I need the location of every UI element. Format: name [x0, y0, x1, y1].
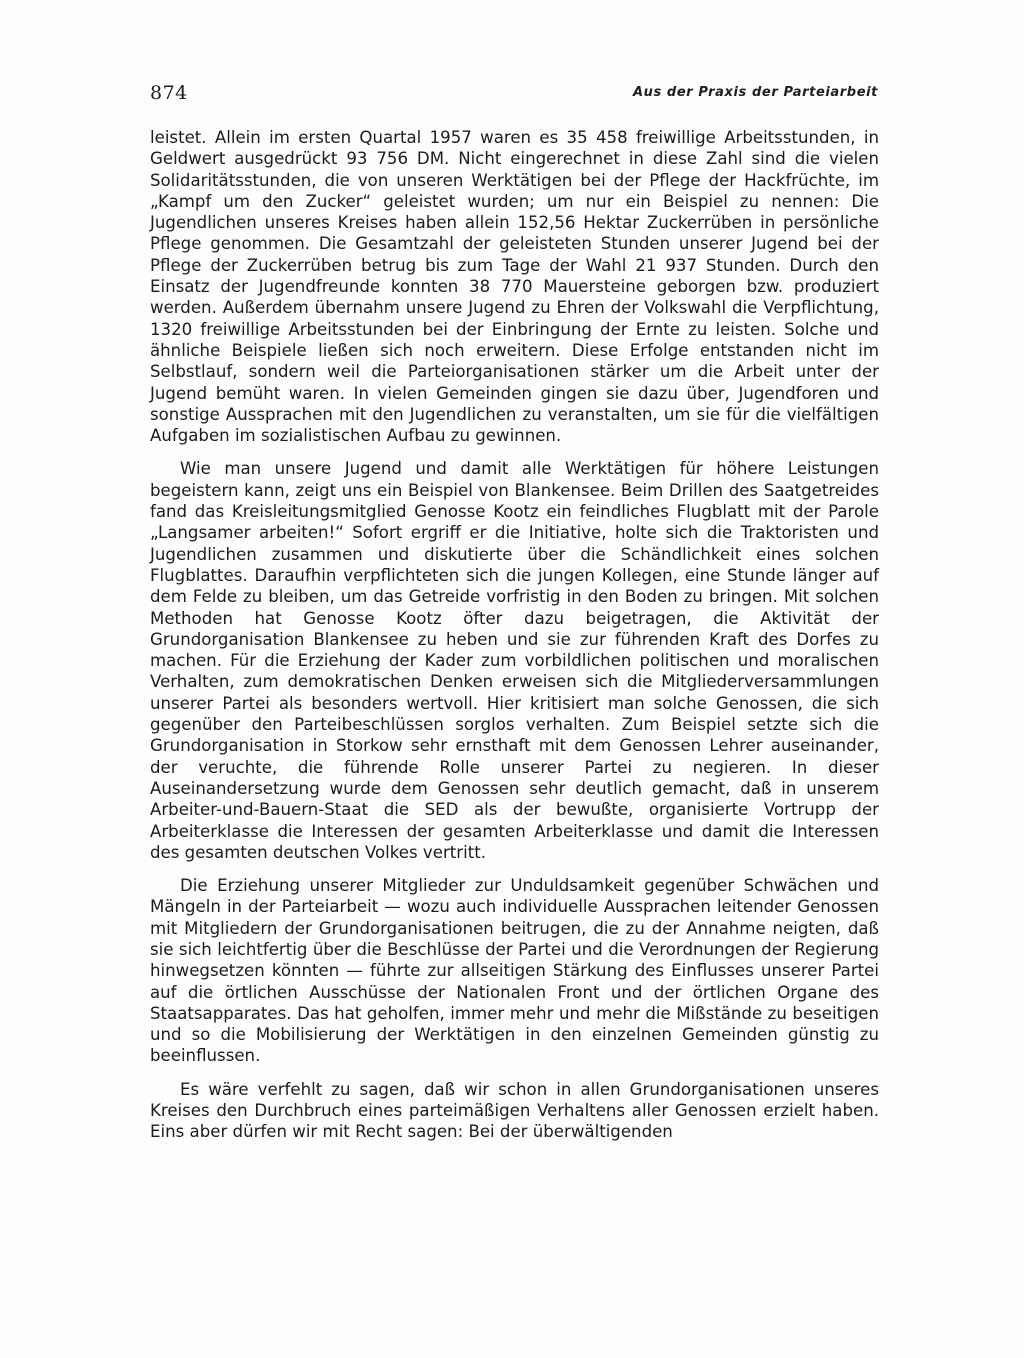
- page-number: 874: [150, 82, 188, 104]
- body-text: [150, 127, 879, 1143]
- running-head: Aus der Praxis der Parteiarbeit: [632, 85, 878, 100]
- paragraph-continuation: leistet. Allein im ersten Quartal 1957 waren es 35 458 freiwillige Arbeitsstunden, in Geldwert ausgedrückt 93 756 DM. Nicht eingerechnet in diese Zahl sind die vielen Solidaritätsstunden, die von unseren Werktätigen bei der Pflege der Hackfrüchte, im „Kampf um den Zucker“ geleistet wurden; um nur ein Beispiel zu nennen: Die Jugendlichen unseres Kreises haben allein 152,56 Hektar Zuckerrüben in persönliche Pflege genommen. Die Gesamtzahl der geleisteten Stunden unserer Jugend bei der Pflege der Zuckerrüben betrug bis zum Tage der Wahl 21 937 Stunden. Durch den Einsatz der Jugendfreunde konnten 38 770 Mauersteine geborgen bzw. produziert werden. Außerdem übernahm unsere Jugend zu Ehren der Volkswahl die Verpflichtung, 1320 freiwillige Arbeitsstunden bei der Einbringung der Ernte zu leisten. Solche und ähnliche Beispiele ließen sich noch erweitern. Diese Erfolge entstanden nicht im Selbstlauf, sondern weil die Parteiorganisationen stärker um die Arbeit unter der Jugend bemüht waren. In vielen Gemeinden gingen sie dazu über, Jugendforen und sonstige Aussprachen mit den Jugendlichen zu veranstalten, um sie für die vielfältigen Aufgaben im sozialistischen Aufbau zu gewinnen.: [150, 128, 879, 446]
- paragraph-grundorganisationen: Es wäre verfehlt zu sagen, daß wir schon in allen Grundorganisationen unseres Kreises den Durchbruch eines parteimäßigen Verhaltens aller Genossen erzielt haben. Eins aber dürfen wir mit Recht sagen: Bei der überwältigenden: [150, 1079, 879, 1142]
- paragraph-erziehung: Die Erziehung unserer Mitglieder zur Unduldsamkeit gegenüber Schwächen und Mängeln in der Parteiarbeit — wozu auch individuelle Aussprachen leitender Genossen mit Mitgliedern der Grundorganisationen beitrugen, die zu der Annahme neigten, daß sie sich leichtfertig über die Beschlüsse der Partei und die Verordnungen der Regierung hinwegsetzen könnten — führte zur allseitigen Stärkung des Einflusses unserer Partei auf die örtlichen Ausschüsse der Nationalen Front und der örtlichen Organe des Staatsapparates. Das hat geholfen, immer mehr und mehr die Mißstände zu beseitigen und so die Mobilisierung der Werktätigen in den einzelnen Gemeinden günstig zu beeinflussen.: [150, 876, 879, 1066]
- paragraph-blankensee: Wie man unsere Jugend und damit alle Werktätigen für höhere Leistungen begeistern kann, zeigt uns ein Beispiel von Blankensee. Beim Drillen des Saatgetreides fand das Kreisleitungsmitglied Genosse Kootz ein feindliches Flugblatt mit der Parole „Langsamer arbeiten!“ Sofort ergriff er die Initiative, holte sich die Traktoristen und Jugendlichen zusammen und diskutierte über die Schändlichkeit eines solchen Flugblattes. Daraufhin verpflichteten sich die jungen Kollegen, eine Stunde länger auf dem Felde zu bleiben, um das Getreide vorfristig in den Boden zu bringen. Mit solchen Methoden hat Genosse Kootz öfter dazu beigetragen, die Aktivität der Grundorganisation Blankensee zu heben und sie zur führenden Kraft des Dorfes zu machen. Für die Erziehung der Kader zum vorbildlichen politischen und moralischen Verhalten, zum demokratischen Denken erweisen sich die Mitgliederversammlungen unserer Partei als besonders wertvoll. Hier kritisiert man solche Genossen, die sich gegenüber den Parteibeschlüssen sorglos verhalten. Zum Beispiel setzte sich die Grundorganisation in Storkow sehr ernsthaft mit dem Genossen Lehrer auseinander, der veruchte, die führende Rolle unserer Partei zu negieren. In dieser Auseinandersetzung wurde dem Genossen sehr deutlich gemacht, daß in unserem Arbeiter-und-Bauern-Staat die SED als der bewußte, organisierte Vortrupp der Arbeiterklasse die Interessen der gesamten Arbeiterklasse und damit die Interessen des gesamten deutschen Volkes vertritt.: [150, 459, 879, 862]
- page-header: [150, 82, 878, 112]
